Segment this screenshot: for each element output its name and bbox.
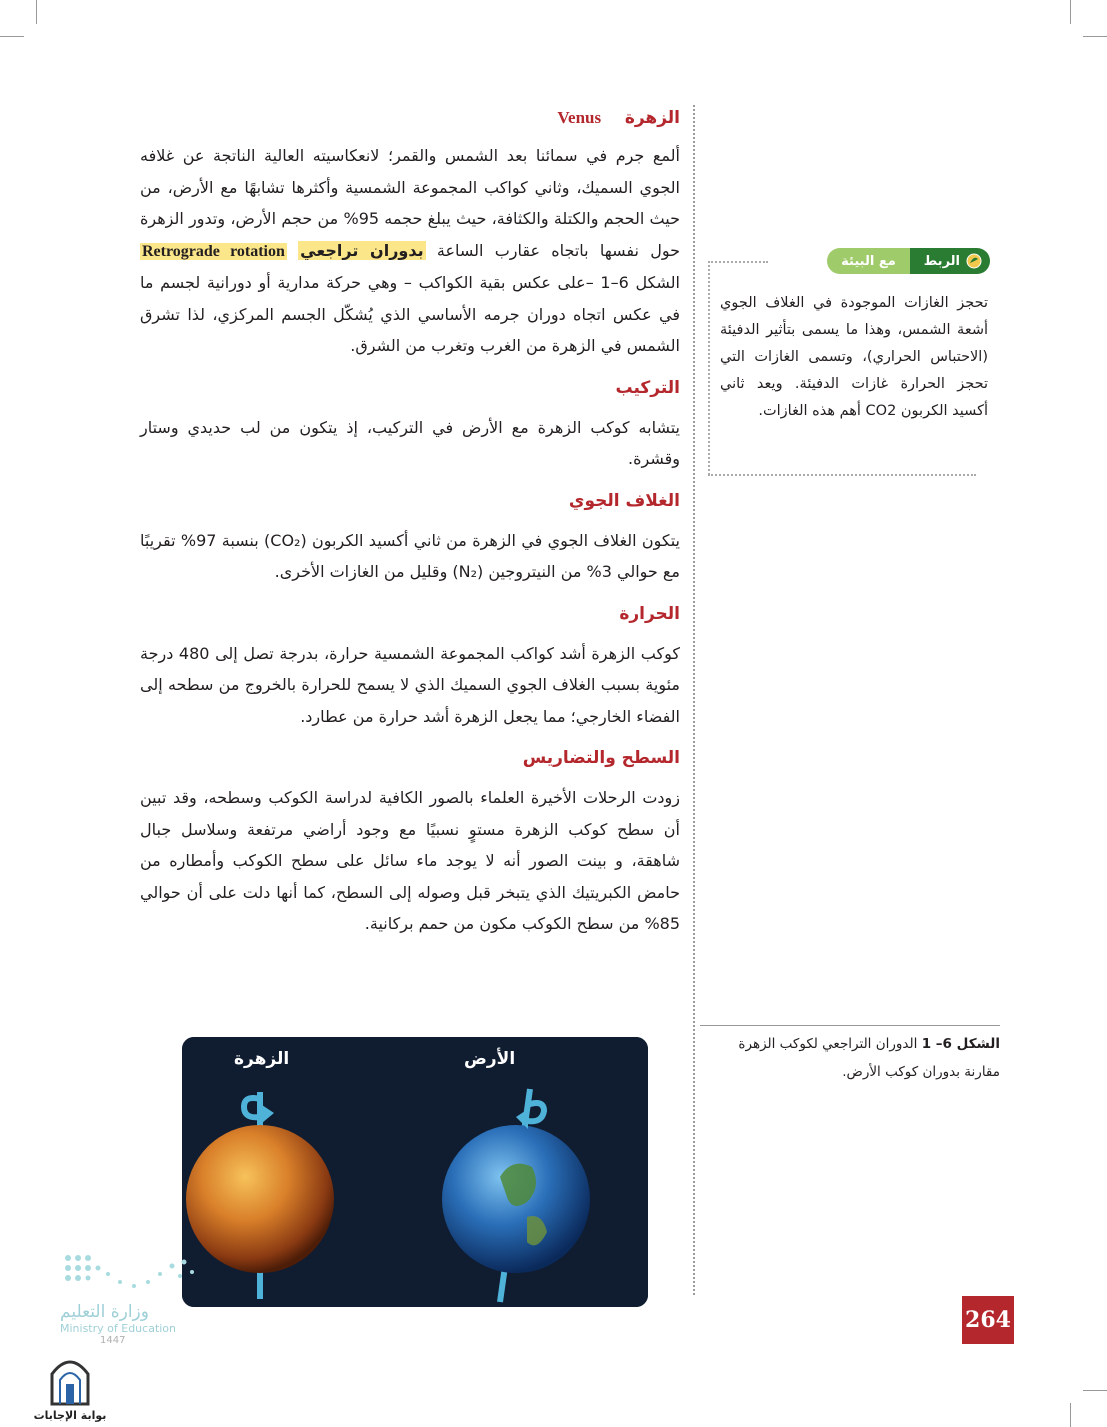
venus-heading-ar: الزهرة — [624, 108, 680, 128]
environment-tag — [768, 248, 990, 274]
ministry-name-ar: وزارة التعليم — [60, 1302, 149, 1322]
surface-text: زودت الرحلات الأخيرة العلماء بالصور الكافية لدراسة الكوكب وسطحه، وقد تبين أن سطح كوكب الزهرة مستوٍ نسبيًا مع وجود أراضي مرتفعة وسلاسل جبال شاهقة، و بينت الصور أنه لا يوجد ماء سائل على سطح الكوكب وأمطاره من حامض الكبريتيك الذي يتبخر قبل وصوله إلى السطح، كما أنها دلت على أن حوالي 85% من سطح الكوكب مكون من حمم بركانية. — [140, 788, 680, 933]
crop-mark — [1070, 0, 1071, 24]
planets-illustration — [182, 1037, 648, 1307]
leaf-globe-icon — [966, 253, 982, 269]
composition-heading: التركيب — [615, 377, 680, 398]
column-divider — [693, 105, 695, 1295]
ministry-year: 1447 — [100, 1335, 126, 1346]
term-highlight-ar: بدوران تراجعي — [300, 240, 424, 260]
figure-caption-label: الشكل 6– 1 — [921, 1036, 1000, 1052]
figure-caption-text: الدوران التراجعي لكوكب الزهرة مقارنة بدوران كوكب الأرض. — [738, 1036, 1000, 1080]
environment-text: تحجز الغازات الموجودة في الغلاف الجوي أشعة الشمس، وهذا ما يسمى بتأثير الدفيئة (الاحتباس الحراري)، وتسمى الغازات التي تحجز الحرارة غازات الدفيئة. ويعد ثاني أكسيد الكربون CO2 أهم هذه الغازات. — [720, 295, 988, 419]
dotted-connector — [708, 261, 768, 263]
intro-text: ألمع جرم في سمائنا بعد الشمس والقمر؛ لانعكاسيته العالية الناتجة عن غلافه الجوي السميك، وثاني كواكب المجموعة الشمسية وأكثرها تشابهًا مع الأرض، من حيث الحجم والكتلة والكثافة، حيث يبلغ حجمه 95% من حجم الأرض، وتدور الزهرة حول نفسها باتجاه عقارب الساعة — [140, 146, 680, 260]
ministry-dots-logo — [60, 1252, 200, 1298]
crop-mark — [1083, 36, 1107, 37]
term-highlight-en: Retrograde rotation — [142, 242, 285, 260]
topic-tag — [827, 248, 910, 274]
atmosphere-text: يتكون الغلاف الجوي في الزهرة من ثاني أكسيد الكربون (CO₂) بنسبة 97% تقريبًا مع حوالي 3% من النيتروجين (N₂) وقليل من الغازات الأخرى. — [140, 530, 681, 581]
earth-label: الأرض — [464, 1049, 516, 1069]
topic-tag-label: مع البيئة — [841, 253, 896, 269]
venus-planet — [186, 1125, 334, 1273]
venus-intro-paragraph — [140, 140, 680, 362]
site-watermark-text: بوابة الإجابات — [33, 1409, 107, 1422]
venus-heading — [140, 108, 680, 128]
link-tag — [910, 248, 990, 274]
heat-text: كوكب الزهرة أشد كواكب المجموعة الشمسية حرارة، بدرجة تصل إلى 480 درجة مئوية بسبب الغلاف الجوي السميك الذي لا يسمح للحرارة بالخروج من سطحه إلى الفضاء الخارجي؛ مما يجعل الزهرة أشد حرارة من عطارد. — [140, 643, 681, 726]
crop-mark — [36, 0, 37, 24]
dotted-border-left — [708, 261, 710, 475]
dotted-border-bottom — [708, 474, 976, 476]
ministry-name-en: Ministry of Education — [60, 1322, 177, 1335]
crop-mark — [0, 36, 24, 37]
crop-mark — [1070, 1403, 1071, 1427]
site-watermark — [30, 1350, 110, 1422]
heat-heading: الحرارة — [619, 603, 680, 624]
mosque-gate-icon — [30, 1350, 110, 1406]
link-tag-label: الربط — [923, 253, 960, 269]
surface-heading: السطح والتضاريس — [522, 748, 680, 768]
figure-caption — [700, 1025, 1000, 1086]
page-number: 264 — [962, 1296, 1014, 1344]
composition-text: يتشابه كوكب الزهرة مع الأرض في التركيب، إذ يتكون من لب حديدي وستار وقشرة. — [140, 417, 680, 468]
venus-heading-en: Venus — [557, 108, 602, 127]
rotation-figure — [182, 1037, 648, 1307]
crop-mark — [1083, 1390, 1107, 1391]
atmosphere-heading: الغلاف الجوي — [568, 490, 680, 511]
intro-text-continued: الشكل 6–1 –على عكس بقية الكواكب – وهي حركة مدارية أو دورانية لجسم ما في عكس اتجاه دوران جرمه الأساسي الذي يُشكّل الجسم المركزي، لذا تشرق الشمس في الزهرة من الغرب وتغرب من الشرق. — [140, 273, 680, 355]
ministry-watermark — [60, 1252, 200, 1346]
main-column — [140, 100, 680, 940]
venus-label: الزهرة — [234, 1049, 290, 1069]
